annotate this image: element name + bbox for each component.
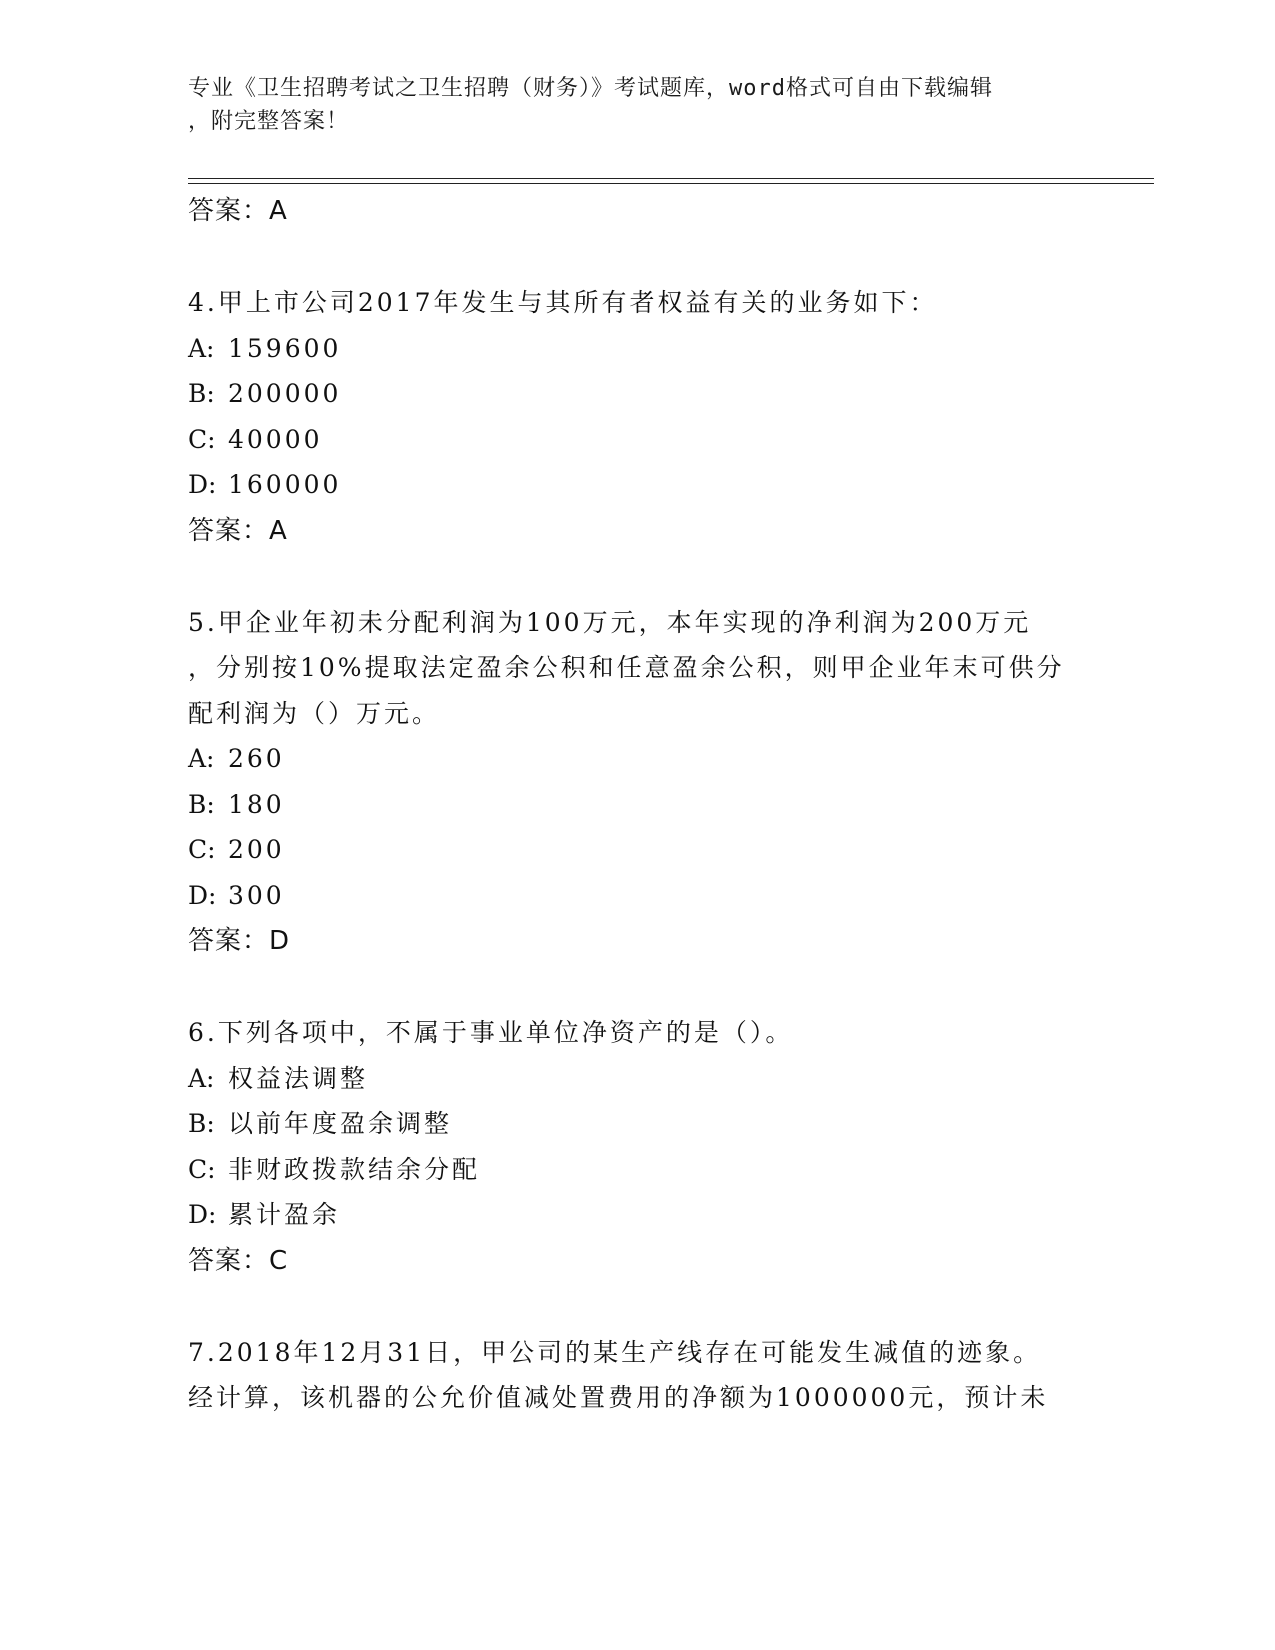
option-key: A: (188, 744, 215, 773)
answer-q5 (188, 918, 1088, 964)
question-4-line-1: 4.甲上市公司2017年发生与其所有者权益有关的业务如下： (188, 288, 938, 317)
question-4-option-b (188, 371, 1088, 417)
option-key: B: (188, 789, 215, 819)
answer-prev (188, 188, 1088, 234)
answer-label: 答案： (188, 515, 270, 546)
document-body (188, 188, 1088, 1421)
option-text: 非财政拨款结余分配 (228, 1154, 481, 1184)
option-text: 180 (228, 789, 285, 819)
option-text: 200 (228, 835, 285, 864)
option-key: B: (188, 1109, 215, 1138)
answer-label: 答案： (188, 926, 270, 956)
question-5 (188, 600, 1088, 965)
answer-value: C (269, 1245, 289, 1276)
option-text: 160000 (228, 470, 342, 499)
answer-value: D (269, 926, 291, 956)
answer-label: 答案： (188, 1245, 270, 1276)
answer-value: A (269, 515, 288, 546)
option-text: 40000 (228, 424, 323, 454)
option-text: 以前年度盈余调整 (228, 1109, 453, 1138)
option-text: 权益法调整 (228, 1063, 369, 1093)
header-rule-bottom (188, 183, 1154, 184)
spacer (188, 1284, 1088, 1330)
option-text: 200000 (228, 379, 342, 408)
spacer (188, 964, 1088, 1010)
answer-value: A (269, 196, 288, 226)
question-6-option-b (188, 1101, 1088, 1147)
question-6-option-d (188, 1192, 1088, 1238)
question-6-option-c (188, 1147, 1088, 1193)
option-key: C: (188, 424, 216, 454)
question-4-option-c (188, 417, 1088, 463)
question-6-line-1: 6.下列各项中，不属于事业单位净资产的是（）。 (188, 1018, 794, 1047)
answer-q4 (188, 508, 1088, 554)
option-key: B: (188, 379, 215, 408)
question-5-line-1: 5.甲企业年初未分配利润为100万元，本年实现的净利润为200万元 (188, 607, 1032, 637)
question-4-option-a (188, 326, 1088, 372)
question-7-line-1: 7.2018年12月31日，甲公司的某生产线存在可能发生减值的迹象。 (188, 1337, 1042, 1367)
question-6 (188, 1010, 1088, 1284)
option-key: D: (188, 470, 217, 499)
question-5-option-c (188, 827, 1088, 873)
option-text: 260 (228, 744, 285, 773)
option-key: A: (188, 1063, 215, 1093)
spacer (188, 234, 1088, 280)
option-text: 300 (228, 880, 285, 910)
question-5-option-b (188, 782, 1088, 828)
option-key: C: (188, 835, 216, 864)
answer-q6 (188, 1238, 1088, 1284)
question-4 (188, 280, 1088, 554)
question-7 (188, 1330, 1088, 1421)
answer-label: 答案： (188, 196, 270, 226)
question-4-option-d (188, 462, 1088, 508)
option-key: C: (188, 1154, 216, 1184)
option-text: 累计盈余 (228, 1200, 341, 1229)
option-key: D: (188, 1200, 217, 1229)
question-5-line-2: ，分别按10%提取法定盈余公积和任意盈余公积，则甲企业年末可供分 (188, 653, 1065, 682)
option-key: D: (188, 880, 217, 910)
header-line-1: 专业《卫生招聘考试之卫生招聘（财务）》考试题库，word格式可自由下载编辑 (188, 76, 993, 101)
question-6-option-a (188, 1056, 1088, 1102)
header-line-2: ，附完整答案！ (188, 109, 350, 134)
question-5-line-3: 配利润为（）万元。 (188, 698, 441, 728)
question-5-option-d (188, 873, 1088, 919)
document-header (188, 72, 1068, 138)
option-key: A: (188, 333, 215, 363)
header-rule-top (188, 178, 1154, 179)
spacer (188, 554, 1088, 600)
question-5-option-a (188, 736, 1088, 782)
question-7-line-2: 经计算，该机器的公允价值减处置费用的净额为1000000元，预计未 (188, 1383, 1049, 1412)
option-text: 159600 (228, 333, 342, 363)
